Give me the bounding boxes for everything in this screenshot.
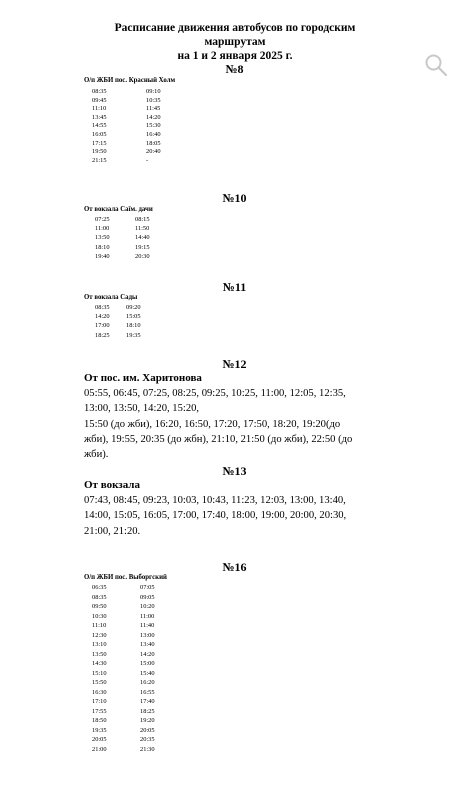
return-time: 10:20: [140, 603, 155, 610]
return-time: 10:35: [146, 96, 161, 104]
route-16-number: №16: [222, 560, 247, 574]
return-time: 11:40: [140, 622, 155, 629]
departure-time: 09:50: [92, 603, 107, 610]
departure-time: 18:25: [95, 331, 110, 339]
return-time: 18:10: [126, 322, 141, 330]
departure-time: 10:30: [92, 612, 107, 620]
departure-time: 19:40: [95, 252, 110, 260]
return-time: 09:20: [126, 304, 141, 311]
departure-time: 19:50: [92, 148, 107, 156]
return-time: 20:35: [140, 736, 155, 743]
return-time: -: [146, 156, 149, 164]
return-time: 20:30: [135, 252, 150, 260]
departure-time: 11:10: [92, 105, 107, 113]
route-12-times: [84, 386, 384, 462]
route-12-direction: От пос. им. Харитонова: [84, 372, 202, 384]
return-time: 14:20: [146, 113, 161, 121]
document-title: [90, 21, 380, 63]
return-time: 09:05: [140, 593, 155, 601]
departure-time: 11:10: [92, 622, 107, 629]
return-time: 17:40: [140, 698, 155, 705]
return-time: 18:05: [146, 139, 161, 147]
route-8-number: №8: [225, 62, 244, 76]
route-13-times: [84, 493, 384, 539]
return-time: 07:05: [140, 584, 155, 591]
route-11-number: №11: [222, 280, 247, 294]
return-time: 11:00: [140, 612, 155, 620]
departure-time: 08:35: [92, 88, 107, 95]
return-time: 21:30: [140, 745, 155, 753]
times-line: 15:50 (до жби), 16:20, 16:50, 17:20, 17:50, 18:20, 19:20(до: [84, 418, 341, 430]
times-line: 14:00, 15:05, 16:05, 17:00, 17:40, 18:00, 19:00, 20:00, 20:30,: [84, 510, 347, 522]
departure-time: 08:35: [92, 593, 107, 601]
title-line: маршрутам: [204, 36, 266, 48]
return-time: 19:15: [135, 243, 150, 251]
times-line: жби), 19:55, 20:35 (до жбн), 21:10, 21:50 (до жби), 22:50 (до: [84, 433, 353, 445]
departure-time: 11:00: [95, 225, 110, 233]
times-line: 05:55, 06:45, 07:25, 08:25, 09:25, 10:25, 11:00, 12:05, 12:35,: [84, 388, 346, 399]
departure-time: 15:50: [92, 679, 107, 686]
route-11-header: От вокзала Сады: [84, 294, 138, 301]
departure-time: 13:10: [92, 641, 107, 648]
departure-time: 14:55: [92, 122, 107, 130]
route-13-number: №13: [222, 464, 247, 478]
return-time: 16:40: [146, 131, 161, 138]
return-time: 11:50: [135, 225, 150, 233]
return-time: 15:30: [146, 122, 161, 130]
departure-time: 13:50: [95, 234, 110, 242]
departure-time: 20:05: [92, 736, 107, 743]
return-time: 14:40: [135, 234, 150, 242]
return-time: 11:45: [146, 105, 161, 113]
route-13-direction: От вокзала: [84, 479, 140, 491]
departure-time: 13:45: [92, 113, 107, 121]
return-time: 08:15: [135, 216, 150, 223]
departure-time: 18:10: [95, 243, 110, 251]
return-time: 20:05: [140, 726, 155, 734]
times-line: жби).: [84, 449, 109, 461]
search-icon: [423, 52, 449, 78]
departure-time: 14:30: [92, 660, 107, 667]
return-time: 14:20: [140, 650, 155, 658]
return-time: 19:35: [126, 331, 141, 339]
title-line: Расписание движения автобусов по городским: [114, 22, 356, 34]
return-time: 16:20: [140, 679, 155, 686]
search-button[interactable]: [423, 52, 449, 78]
return-time: 15:05: [126, 313, 141, 321]
return-time: 15:00: [140, 660, 155, 667]
departure-time: 14:20: [95, 313, 110, 321]
departure-time: 19:35: [92, 726, 107, 734]
return-time: 20:40: [146, 148, 161, 156]
return-time: 19:20: [140, 717, 155, 724]
departure-time: 17:00: [95, 322, 110, 330]
departure-time: 18:50: [92, 717, 107, 724]
departure-time: 06:35: [92, 584, 107, 591]
departure-time: 12:30: [92, 631, 107, 639]
return-time: 18:25: [140, 707, 155, 715]
return-time: 15:40: [140, 669, 155, 677]
departure-time: 15:10: [92, 669, 107, 677]
departure-time: 17:15: [92, 139, 107, 147]
return-time: 16:55: [140, 688, 155, 696]
route-16-header: О/п ЖБИ пос. Выборгский: [84, 574, 167, 581]
times-line: 07:43, 08:45, 09:23, 10:03, 10:43, 11:23, 12:03, 13:00, 13:40,: [84, 495, 346, 506]
route-10-number: №10: [222, 191, 247, 205]
title-line: на 1 и 2 января 2025 г.: [177, 50, 293, 62]
departure-time: 17:10: [92, 698, 107, 705]
departure-time: 16:05: [92, 131, 107, 138]
departure-time: 08:35: [95, 304, 110, 311]
return-time: 09:10: [146, 88, 161, 95]
departure-time: 21:00: [92, 745, 107, 753]
departure-time: 07:25: [95, 216, 110, 223]
departure-time: 09:45: [92, 96, 107, 104]
return-time: 13:40: [140, 641, 155, 648]
departure-time: 16:30: [92, 688, 107, 696]
departure-time: 21:15: [92, 156, 107, 164]
route-12-number: №12: [222, 357, 247, 371]
times-line: 21:00, 21:20.: [84, 525, 141, 537]
route-10-header: От вокзала Саїм. дачи: [84, 206, 153, 213]
departure-time: 17:55: [92, 707, 107, 715]
times-line: 13:00, 13:50, 14:20, 15:20,: [84, 403, 200, 415]
departure-time: 13:50: [92, 650, 107, 658]
route-8-header: О/п ЖБИ пос. Красный Холм: [84, 77, 176, 84]
return-time: 13:00: [140, 631, 155, 639]
